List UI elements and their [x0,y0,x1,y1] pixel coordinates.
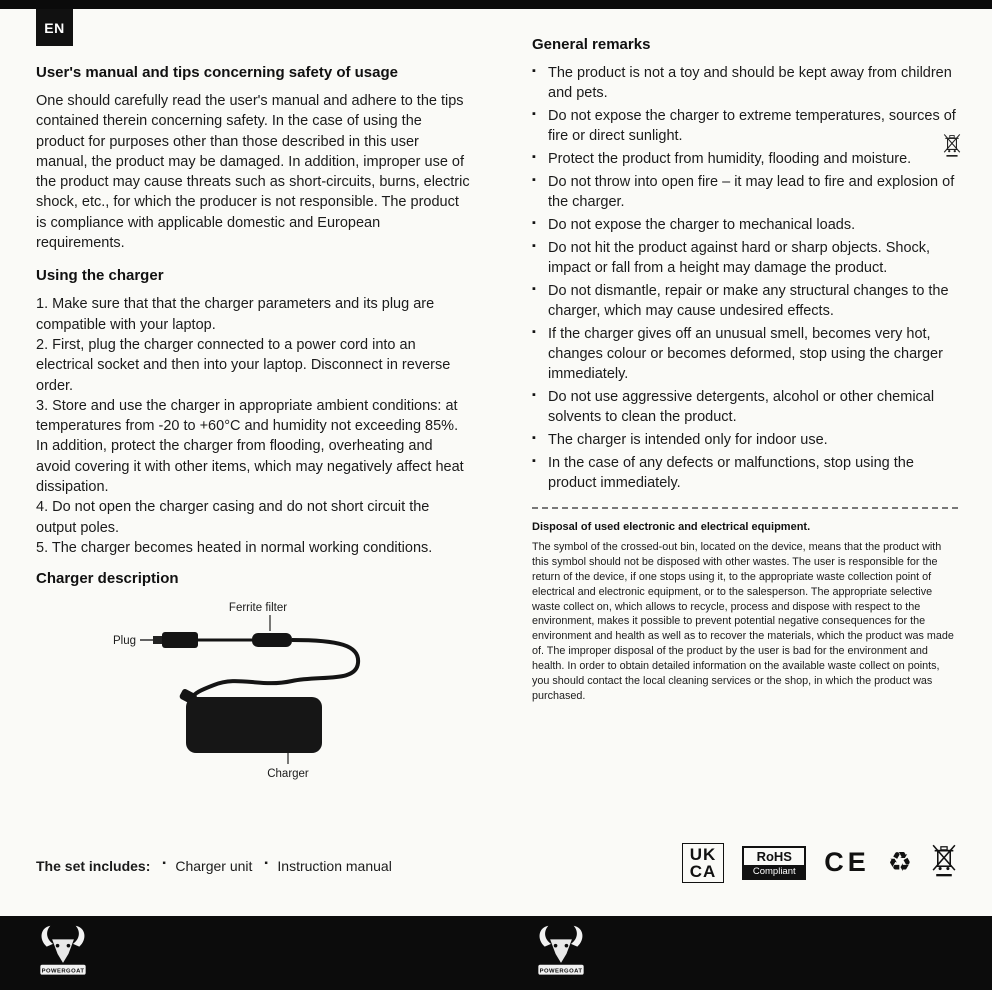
ukca-mark [682,843,725,883]
remark-item: ▪ Do not use aggressive detergents, alcohol or other chemical solvents to clean the product. [532,387,958,427]
compliance-marks-row [532,842,958,883]
diagram-label-charger: Charger [267,768,309,781]
cable [191,640,358,699]
ferrite-filter-shape [252,633,292,647]
step-item: 3. Store and use the charger in appropriate ambient conditions: at temperatures from -20 to +60°C and humidity not exceeding 85%. In addition, protect the charger from flooding, overheating and avoid covering it with other items, which may negatively affect heat dissipation. [36,397,464,496]
remark-item: ▪ Do not hit the product against hard or sharp objects. Shock, impact or fall from a height may damage the product. [532,238,958,278]
remark-item: ▪ Protect the product from humidity, flooding and moisture. [532,149,958,169]
diagram-label-plug: Plug [112,635,136,648]
charger-diagram [36,597,470,783]
remark-item: ▪ The charger is intended only for indoor use. [532,430,958,450]
powergoat-logo [34,923,92,986]
ukca-mark-bottom: CA [689,861,717,881]
ukca-mark-top: UK [689,844,717,864]
powergoat-logo [532,923,590,986]
remark-item: ▪ The product is not a toy and should be kept away from children and pets. [532,63,958,103]
powergoat-logo-text: POWERGOAT [539,968,583,975]
using-charger-steps [36,294,470,558]
remark-item: ▪ Do not throw into open fire – it may lead to fire and explosion of the charger. [532,172,958,212]
plug-tip [153,636,162,644]
set-includes-item: ▪ Instruction manual [264,858,391,874]
language-badge [36,9,73,46]
set-includes-label: The set includes: [36,858,151,874]
charger-body [186,697,322,753]
usage-body-text: One should carefully read the user's manual and adhere to the tips contained therein concerning safety. In the case of using the product for purposes other than those described in this user manual, the product may be damaged. In addition, improper use of the product may cause threats such as short-circuits, burns, electric shock, etc., for which the producer is not responsible. The product is compliance with applicable domestic and European requirements. [36,93,470,252]
diagram-label-ferrite-filter: Ferrite filter [228,602,288,615]
ce-mark: CE [824,847,870,877]
rohs-mark-subtitle: Compliant [744,865,804,878]
remark-item: ▪ Do not dismantle, repair or make any structural changes to the charger, which may cause undesired effects. [532,281,958,321]
disposal-title: Disposal of used electronic and electrical equipment. [532,521,811,533]
section-title-using-charger: Using the charger [36,267,164,285]
plug-body [162,632,198,648]
language-badge-label: EN [44,19,65,36]
footer-bar [0,916,992,990]
rohs-mark-title: RoHS [756,848,792,864]
section-title-usage: User's manual and tips concerning safety of usage [36,64,398,81]
section-title-charger-description: Charger description [36,570,179,588]
remark-item: ▪ If the charger gives off an unusual smell, becomes very hot, changes colour or becomes deformed, stop using the charger immediately. [532,324,958,384]
set-includes-row [36,858,392,874]
left-column [36,64,470,783]
top-black-strip [0,0,992,9]
remark-item: ▪ Do not expose the charger to mechanical loads. [532,215,958,235]
remark-item: ▪ Do not expose the charger to extreme temperatures, sources of fire or direct sunlight. [532,106,958,146]
powergoat-logo-text: POWERGOAT [41,968,85,975]
weee-bin-icon [930,842,958,883]
step-item: 1. Make sure that that the charger parameters and its plug are compatible with your laptop. [36,296,435,333]
disposal-body-text: The symbol of the crossed-out bin, located on the device, means that the product with this symbol should not be disposed with other wastes. The user is responsible for the return of the device, if one stops using it, to the appropriate waste collection point of electrical and electronic equipment, or to the salesperson. The appropriate selective waste collect on, which allows to recycle, process and dispose with respect to the environment, makes it possible to prevent potential negative consequences for the environment and health as well as to recover the materials, which the product was made of. The improper disposal of the product by the user is bad for the environment and health. In order to obtain detailed information on the available waste collect on points, you should contact the local cleaning services or the shop, in which the product was purchased. [532,541,954,702]
section-title-general-remarks: General remarks [532,36,651,53]
dashed-divider [532,507,958,509]
step-item: 2. First, plug the charger connected to a power cord into an electrical socket and then into your laptop. Disconnect in reverse order. [36,336,451,394]
weee-bin-icon-small [942,132,962,163]
remark-item: ▪ In the case of any defects or malfunctions, stop using the product immediately. [532,453,958,493]
step-item: 5. The charger becomes heated in normal working conditions. [36,539,433,556]
right-column [532,36,958,704]
general-remarks-list [532,63,958,493]
set-includes-item: ▪ Charger unit [162,858,252,874]
rohs-mark [742,846,806,880]
recycling-icon: ♻ [887,847,912,877]
step-item: 4. Do not open the charger casing and do not short circuit the output poles. [36,499,430,536]
